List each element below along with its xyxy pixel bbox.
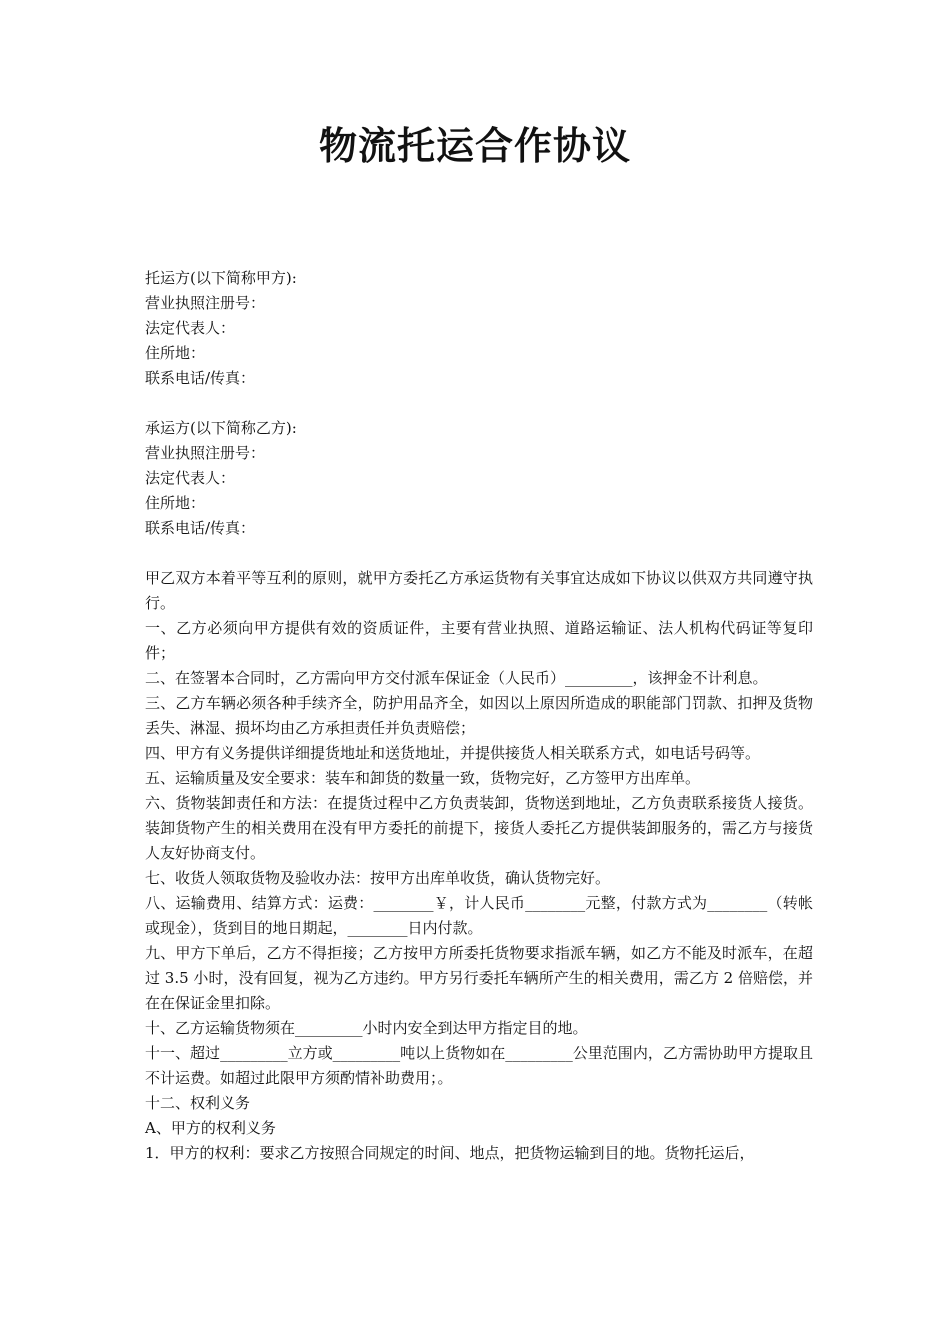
- party-a-legal-rep: 法定代表人：: [145, 319, 236, 337]
- clause: 十、乙方运输货物须在_________小时内安全到达甲方指定目的地。: [145, 1019, 588, 1037]
- preamble: 甲乙双方本着平等互利的原则，就甲方委托乙方承运货物有关事宜达成如下协议以供双方共同遵守执行。: [145, 569, 813, 612]
- party-a-block: [145, 266, 813, 391]
- clause: 三、乙方车辆必须各种手续齐全，防护用品齐全，如因以上原因所造成的职能部门罚款、扣押及货物丢失、淋湿、损坏均由乙方承担责任并负责赔偿；: [145, 694, 813, 737]
- clause: 四、甲方有义务提供详细提货地址和送货地址，并提供接货人相关联系方式，如电话号码等。: [145, 744, 761, 762]
- party-b-license: 营业执照注册号：: [145, 444, 266, 462]
- clause: 二、在签署本合同时，乙方需向甲方交付派车保证金（人民币）_________，该押金不计利息。: [145, 669, 768, 687]
- party-b-intro: 承运方(以下简称乙方):: [145, 419, 297, 437]
- spacer: [145, 391, 813, 416]
- party-a-address: 住所地：: [145, 344, 206, 362]
- party-b-block: [145, 416, 813, 541]
- clause: 十一、超过_________立方或_________吨以上货物如在_________公里范围内，乙方需协助甲方提取且不计运费。如超过此限甲方须酌情补助费用；。: [145, 1044, 813, 1087]
- clause: 七、收货人领取货物及验收办法：按甲方出库单收货，确认货物完好。: [145, 869, 611, 887]
- document-body: [145, 266, 813, 1166]
- party-a-contact: 联系电话/传真：: [145, 369, 256, 387]
- subsection-heading: A、甲方的权利义务: [145, 1119, 276, 1137]
- clause: 一、乙方必须向甲方提供有效的资质证件，主要有营业执照、道路运输证、法人机构代码证等复印件；: [145, 619, 813, 662]
- clause: 1．甲方的权利：要求乙方按照合同规定的时间、地点，把货物运输到目的地。货物托运后，: [145, 1144, 755, 1162]
- party-a-intro: 托运方(以下简称甲方):: [145, 269, 297, 287]
- clause: 五、运输质量及安全要求：装车和卸货的数量一致，货物完好，乙方签甲方出库单。: [145, 769, 701, 787]
- section-heading: 十二、权利义务: [145, 1094, 251, 1112]
- clause: 八、运输费用、结算方式：运费：________￥，计人民币________元整，付款方式为________（转帐或现金），货到目的地日期起，________日内付款。: [145, 894, 813, 937]
- page-title: 物流托运合作协议: [318, 124, 631, 168]
- party-b-contact: 联系电话/传真：: [145, 519, 256, 537]
- spacer: [145, 541, 813, 566]
- party-b-address: 住所地：: [145, 494, 206, 512]
- clause: 六、货物装卸责任和方法：在提货过程中乙方负责装卸，货物送到地址，乙方负责联系接货人接货。装卸货物产生的相关费用在没有甲方委托的前提下，接货人委托乙方提供装卸服务的，需乙方与接货人友好协商支付。: [145, 794, 813, 862]
- party-a-license: 营业执照注册号：: [145, 294, 266, 312]
- clause: 九、甲方下单后，乙方不得拒接；乙方按甲方所委托货物要求指派车辆，如乙方不能及时派车，在超过 3.5 小时，没有回复，视为乙方违约。甲方另行委托车辆所产生的相关费用，需乙方 2 倍赔偿，并在在保证金里扣除。: [145, 944, 813, 1012]
- party-b-legal-rep: 法定代表人：: [145, 469, 236, 487]
